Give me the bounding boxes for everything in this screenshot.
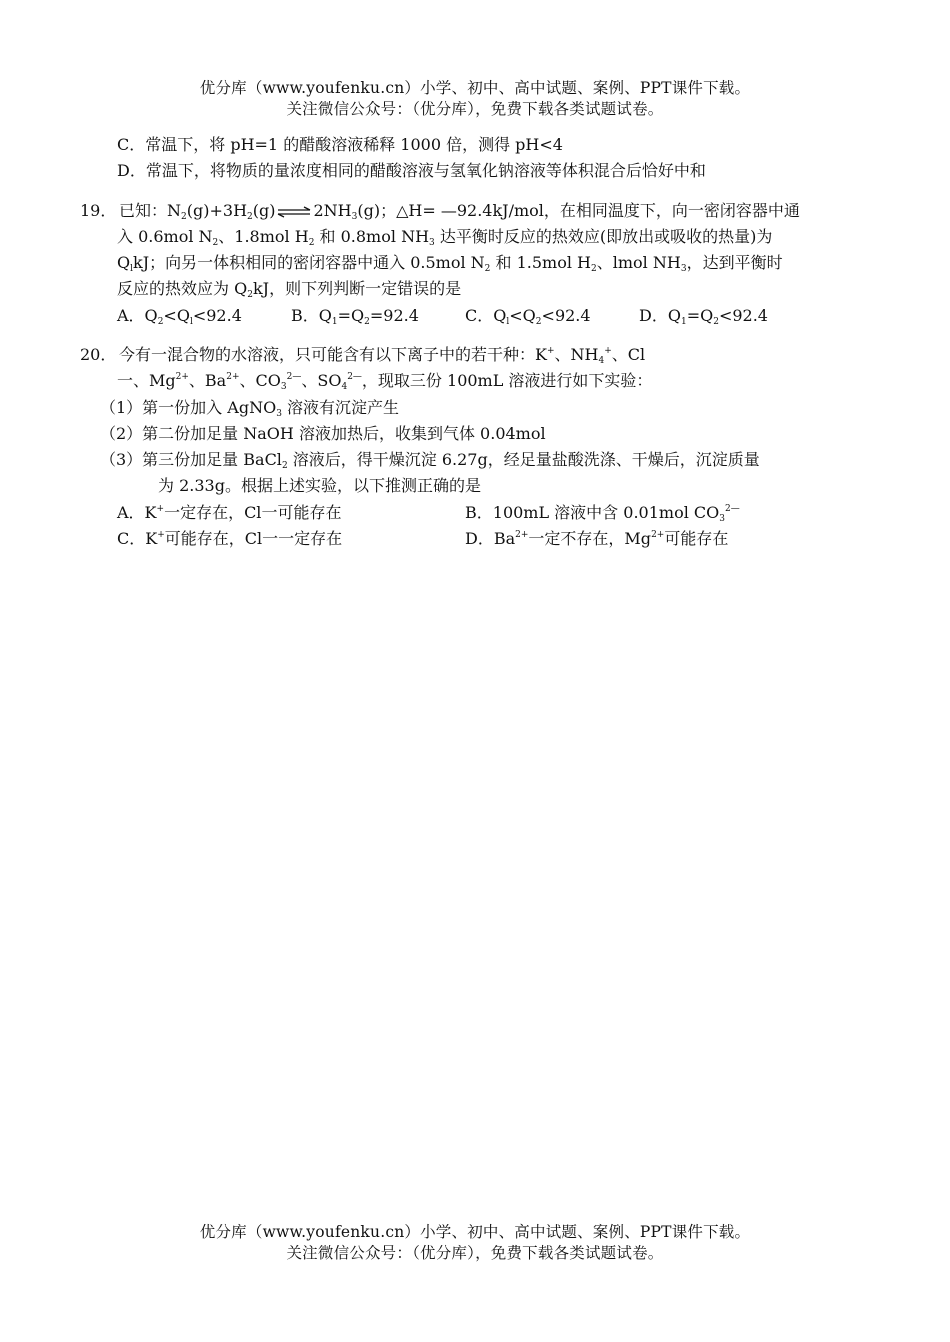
superscript: 2— [725, 504, 740, 514]
subscript: 3 [351, 212, 358, 222]
header-line-1: 优分库（www.youfenku.cn）小学、初中、高中试题、案例、PPT课件下载。 [199, 79, 751, 97]
subscript: 4 [341, 382, 348, 392]
q19-text: 、1.8mol H [218, 227, 309, 246]
q19-text: 和 1.5mol H [490, 253, 591, 272]
header-line-2: 关注微信公众号：（优分库），免费下载各类试题试卷。 [286, 100, 664, 118]
footer-line-2: 关注微信公众号：（优分库），免费下载各类试题试卷。 [286, 1244, 664, 1262]
q19-option-d [639, 305, 768, 327]
q19-text: 达平衡时反应的热效应(即放出或吸收的热量)为 [434, 227, 773, 246]
subscript: 3 [680, 264, 687, 274]
q19-text: 2NH [313, 201, 352, 220]
equilibrium-arrow-icon [276, 206, 312, 218]
option-text: D．Ba [465, 529, 516, 548]
q19-text: 已知：N [119, 201, 182, 220]
option-text: A．Q [117, 306, 158, 325]
subscript: 2 [281, 461, 288, 471]
q20-text: （1）第一份加入 AgNO [100, 398, 277, 417]
superscript: + [157, 530, 165, 540]
q19-option-a [117, 305, 242, 327]
option-text: 可能存在，Cl [164, 529, 263, 548]
q20-text: 溶液有沉淀产生 [281, 398, 400, 417]
subscript: 2 [484, 264, 491, 274]
superscript: 2+ [651, 530, 665, 540]
option-text: 可能存在 [664, 529, 729, 548]
subscript: 2 [212, 238, 219, 248]
subscript: l [189, 317, 193, 327]
subscript: 1 [680, 317, 687, 327]
subscript: 2 [364, 317, 370, 327]
option-text: <92.4 [718, 306, 768, 325]
q20-text: 、Ba [188, 371, 227, 390]
superscript: 2+ [515, 530, 529, 540]
q20-text: 、CO [239, 371, 281, 390]
subscript: 3 [276, 409, 282, 419]
option-text: 一一定存在 [262, 529, 343, 548]
option-text: A．K [117, 503, 157, 522]
option-text: =Q [686, 306, 714, 325]
q19-line-1 [119, 200, 800, 222]
option-text: B．Q [291, 306, 332, 325]
option-text: <92.4 [192, 306, 242, 325]
q20-line-2 [117, 370, 652, 392]
q20-line-1 [119, 344, 645, 366]
q20-step-2: （2）第二份加足量 NaOH 溶液加热后，收集到气体 0.04mol [100, 424, 546, 443]
subscript: 4 [598, 356, 605, 366]
q20-text: 一、Mg [117, 371, 176, 390]
q20-text: （3）第三份加足量 BaCl [100, 450, 282, 469]
subscript: 2 [591, 264, 597, 274]
subscript: 2 [181, 212, 187, 222]
q19-text: 入 0.6mol N [117, 227, 213, 246]
q19-line-4 [117, 278, 461, 300]
q19-text: (g) [252, 201, 276, 220]
q20-text: ，现取三份 100mL 溶液进行如下实验： [361, 371, 653, 390]
option-text: D．Q [639, 306, 681, 325]
q20-number: 20． [80, 345, 117, 364]
q20-option-b [465, 502, 740, 524]
option-text: 一定不存在，Mg [528, 529, 652, 548]
subscript: 2 [157, 317, 164, 327]
superscript: + [546, 346, 555, 356]
subscript: l [130, 264, 134, 274]
subscript: 2 [247, 290, 253, 300]
option-text: <Q [509, 306, 536, 325]
option-text: B．100mL 溶液中含 0.01mol CO [465, 503, 720, 522]
superscript: 2+ [175, 372, 189, 382]
q20-text: 、Cl [611, 345, 646, 364]
q20-text: 、NH [554, 345, 599, 364]
superscript: 2— [286, 372, 302, 382]
superscript: + [604, 346, 612, 356]
q19-line-2 [117, 226, 772, 248]
q20-option-a [117, 502, 341, 524]
option-text: =92.4 [369, 306, 419, 325]
option-text: <92.4 [541, 306, 591, 325]
q20-text: 、SO [301, 371, 342, 390]
q19-text: kJ；向另一体积相同的密闭容器中通入 0.5mol N [133, 253, 485, 272]
superscript: 2+ [226, 372, 240, 382]
q20-text: 今有一混合物的水溶液，只可能含有以下离子中的若干种：K [119, 345, 547, 364]
q20-step-3-cont: 为 2.33g。根据上述实验，以下推测正确的是 [158, 476, 481, 495]
option-text: 一定存在，Cl [164, 503, 262, 522]
q19-text: kJ，则下列判断一定错误的是 [252, 279, 462, 298]
subscript: l [506, 317, 510, 327]
subscript: 2 [535, 317, 542, 327]
subscript: 2 [713, 317, 719, 327]
option-text: 一可能存在 [261, 503, 342, 522]
subscript: 2 [308, 238, 315, 248]
q19-text: 反应的热效应为 Q [117, 279, 248, 298]
footer-line-1: 优分库（www.youfenku.cn）小学、初中、高中试题、案例、PPT课件下载。 [199, 1223, 751, 1241]
option-text: C．Q [465, 306, 507, 325]
q18-option-d: D．常温下，将物质的量浓度相同的醋酸溶液与氢氧化钠溶液等体积混合后恰好中和 [117, 161, 706, 180]
q19-text: (g)+3H [186, 201, 248, 220]
q19-text: (g)；△H= —92.4kJ/mol，在相同温度下，向一密闭容器中通 [357, 201, 800, 220]
q18-option-c: C．常温下，将 pH=1 的醋酸溶液稀释 1000 倍，测得 pH<4 [117, 135, 563, 154]
option-text: C．K [117, 529, 158, 548]
superscript: 2— [347, 372, 362, 382]
q19-text: Q [117, 253, 131, 272]
superscript: + [156, 504, 165, 514]
q20-step-3 [100, 449, 760, 471]
q20-option-d [465, 528, 728, 550]
option-text: <Q [163, 306, 190, 325]
subscript: 2 [247, 212, 253, 222]
q20-step-1 [100, 397, 399, 419]
q19-text: 、lmol NH [596, 253, 681, 272]
q19-text: 和 0.8mol NH [314, 227, 430, 246]
subscript: 3 [280, 382, 287, 392]
q19-number: 19． [80, 201, 117, 220]
q19-text: ，达到平衡时 [686, 253, 783, 272]
subscript: 3 [429, 238, 435, 248]
q19-line-3 [117, 252, 783, 274]
q19-option-c [465, 305, 591, 327]
subscript: 3 [719, 514, 725, 524]
q20-text: 溶液后，得干燥沉淀 6.27g，经足量盐酸洗涤、干燥后，沉淀质量 [287, 450, 760, 469]
q19-option-b [291, 305, 419, 327]
option-text: =Q [337, 306, 365, 325]
subscript: 1 [331, 317, 338, 327]
q20-option-c [117, 528, 342, 550]
